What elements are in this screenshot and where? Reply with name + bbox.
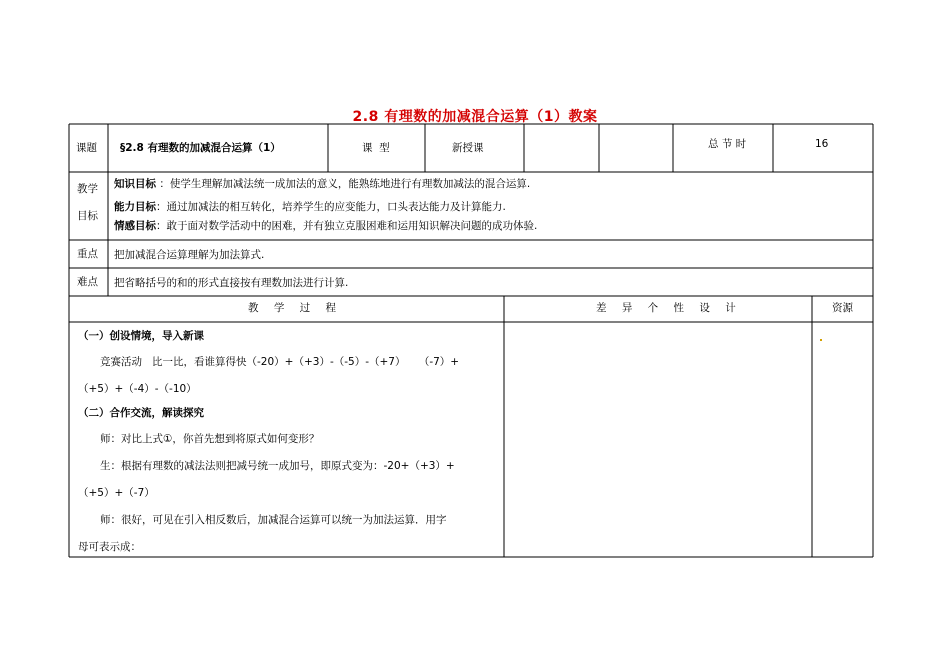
lesson-value: §2.8 有理数的加减混合运算（1） <box>120 142 281 154</box>
document-title: 2.8 有理数的加减混合运算（1）教案 <box>352 109 598 125</box>
type-value: 新授课 <box>452 142 484 154</box>
hours-label: 总 节 时 <box>708 138 747 150</box>
emotion-objective <box>114 218 537 233</box>
differentiation-header: 差 异 个 性 设 计 <box>596 302 742 314</box>
resource-marker <box>820 339 822 341</box>
knowledge-objective-label: 知识目标 <box>114 178 156 190</box>
difficulty-label: 难点 <box>77 276 98 288</box>
key-point-label: 重点 <box>77 248 98 260</box>
student-answer-line2: （+5）+（-7） <box>78 487 155 499</box>
key-point-text: 把加减混合运算理解为加法算式. <box>114 249 265 261</box>
objectives-label-line1: 教学 <box>77 183 98 195</box>
teacher-question-1: 师：对比上式①，你首先想到将原式如何变形？ <box>100 433 320 445</box>
section1-line2: （+5）+（-4）-（-10） <box>78 383 197 395</box>
section1-heading: （一）创设情境，导入新课 <box>78 330 204 342</box>
resources-header: 资源 <box>832 302 853 314</box>
knowledge-objective-text: ：使学生理解加减法统一成加法的意义，能熟练地进行有理数加减法的混合运算. <box>156 178 531 190</box>
type-label: 课 型 <box>362 142 390 154</box>
ability-objective-label: 能力目标 <box>114 201 156 213</box>
hours-value: 16 <box>815 138 829 150</box>
emotion-objective-label: 情感目标 <box>114 220 156 232</box>
ability-objective-text: ：通过加减法的相互转化，培养学生的应变能力，口头表达能力及计算能力. <box>156 201 506 213</box>
objectives-label-line2: 目标 <box>77 210 98 222</box>
section2-heading: （二）合作交流，解读探究 <box>78 407 204 419</box>
lesson-label: 课题 <box>76 142 97 154</box>
section1-line1: 竞赛活动 比一比，看谁算得快（-20）+（+3）-（-5）-（+7） （-7）+ <box>100 356 460 368</box>
difficulty-text: 把省略括号的和的形式直接按有理数加法进行计算. <box>114 277 349 289</box>
teacher-remark-line2: 母可表示成： <box>78 541 141 553</box>
teacher-remark-line1: 师：很好，可见在引入相反数后，加减混合运算可以统一为加法运算．用字 <box>100 514 447 526</box>
knowledge-objective <box>114 176 530 191</box>
process-header: 教 学 过 程 <box>248 302 343 314</box>
ability-objective <box>114 199 506 214</box>
student-answer-line1: 生：根据有理数的减法法则把减号统一成加号，即原式变为：-20+（+3）+ <box>100 460 455 472</box>
emotion-objective-text: ：敢于面对数学活动中的困难，并有独立克服困难和运用知识解决问题的成功体验. <box>156 220 538 232</box>
